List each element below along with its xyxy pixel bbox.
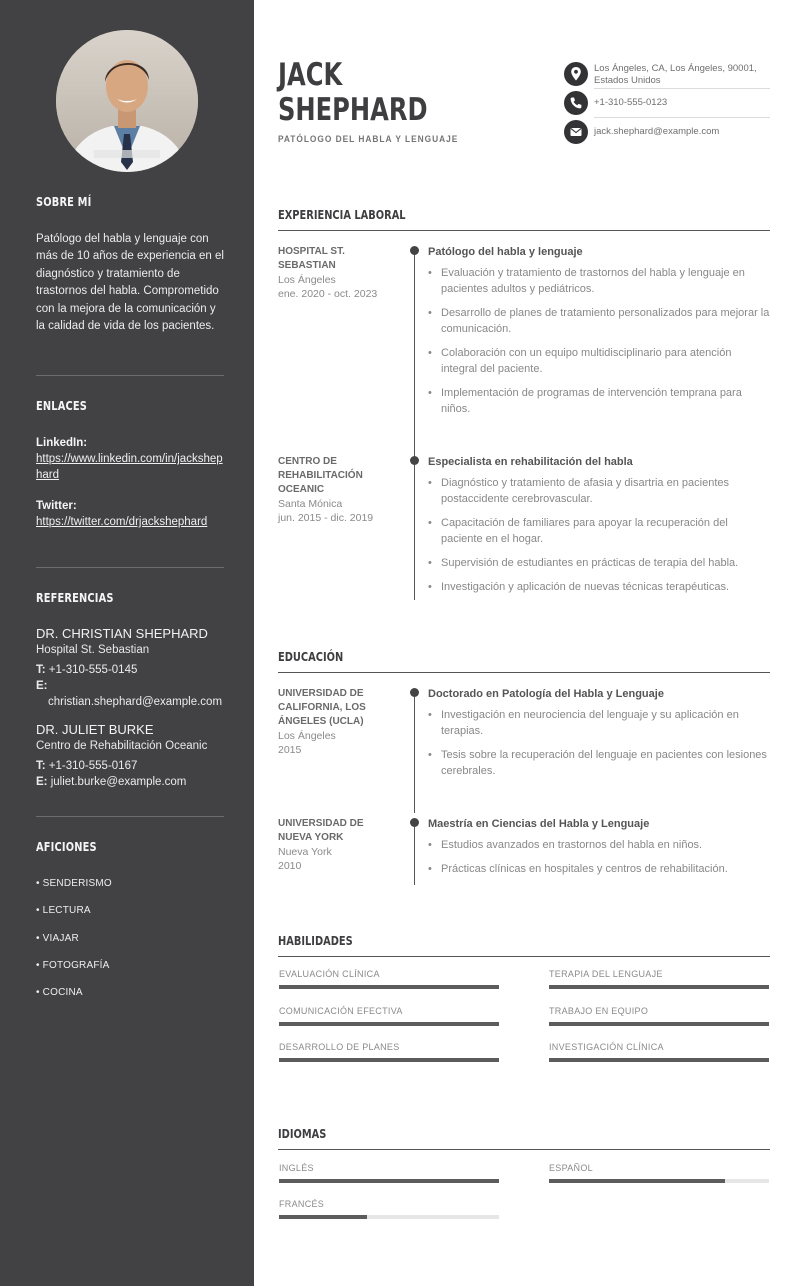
employer-location: Los Ángeles [278, 274, 336, 286]
timeline-line [414, 823, 415, 885]
skill-bar-fill [279, 1058, 499, 1062]
hobby-item: • LECTURA [36, 905, 91, 917]
reference-email: E: christian.shephard@example.com [36, 680, 223, 708]
reference-name: DR. JULIET BURKE [36, 722, 154, 737]
email-text: jack.shephard@example.com [594, 126, 720, 137]
degree-title: Doctorado en Patología del Habla y Lenguaje [428, 688, 664, 700]
list-item: • Investigación en neurociencia del lenguaje y su aplicación en terapias. [428, 707, 770, 739]
references-section [36, 591, 224, 790]
contact-email [564, 120, 770, 144]
language-bar-fill [279, 1179, 499, 1183]
language-label: ESPAÑOL [549, 1163, 593, 1173]
reference-org: Hospital St. Sebastian [36, 644, 150, 656]
skill-label: COMUNICACIÓN EFECTIVA [279, 1006, 403, 1016]
skill-item [279, 1005, 499, 1026]
language-label: FRANCÉS [279, 1199, 325, 1209]
skill-item [279, 968, 499, 989]
graduation-year: 2010 [278, 860, 302, 872]
timeline-line [414, 461, 415, 600]
language-item [279, 1198, 499, 1219]
responsibility-list [428, 265, 770, 417]
experience-entry [278, 455, 770, 605]
job-title: PATÓLOGO DEL HABLA Y LENGUAJE [278, 134, 459, 145]
link-linkedin [36, 435, 224, 483]
skill-bar [549, 985, 769, 989]
candidate-name: JACK SHEPHARD [278, 57, 428, 128]
location-pin-icon [564, 62, 588, 86]
divider [36, 567, 224, 568]
link-twitter [36, 498, 224, 530]
skill-item [549, 968, 769, 989]
responsibility-list [428, 475, 770, 595]
skill-label: INVESTIGACIÓN CLÍNICA [549, 1042, 664, 1052]
email-icon [564, 120, 588, 144]
language-bar [549, 1179, 769, 1183]
timeline-dot [410, 246, 419, 255]
skills-heading: HABILIDADES [278, 932, 770, 957]
skill-bar-fill [549, 1058, 769, 1062]
skill-bar [279, 985, 499, 989]
reference-item [36, 625, 224, 710]
school-name: UNIVERSIDAD DE NUEVA YORK [278, 818, 364, 843]
skill-bar [279, 1058, 499, 1062]
timeline-dot [410, 456, 419, 465]
skill-item [549, 1041, 769, 1062]
experience-entry [278, 245, 770, 445]
links-heading: ENLACES [36, 399, 88, 413]
phone-icon [564, 91, 588, 115]
list-item: • Colaboración con un equipo multidisciplinario para atención integral del paciente. [428, 345, 770, 377]
list-item: • Desarrollo de planes de tratamiento personalizados para mejorar la comunicación. [428, 305, 770, 337]
timeline-line [414, 693, 415, 813]
language-label: INGLÉS [279, 1163, 314, 1173]
contact-separator [594, 117, 770, 118]
experience-heading: EXPERIENCIA LABORAL [278, 206, 770, 231]
skill-bar [549, 1058, 769, 1062]
timeline-dot [410, 818, 419, 827]
language-bar [279, 1215, 499, 1219]
reference-name: DR. CHRISTIAN SHEPHARD [36, 626, 208, 641]
role-title: Especialista en rehabilitación del habla [428, 456, 633, 468]
school-name: UNIVERSIDAD DE CALIFORNIA, LOS ÁNGELES (UCLA) [278, 688, 366, 727]
hobbies-heading: AFICIONES [36, 840, 97, 854]
language-bar-fill [549, 1179, 725, 1183]
skill-bar-fill [279, 985, 499, 989]
hobby-item: • COCINA [36, 987, 83, 999]
skill-bar-fill [279, 1022, 499, 1026]
role-title: Patólogo del habla y lenguaje [428, 246, 583, 258]
list-item: • Diagnóstico y tratamiento de afasia y disartria en pacientes postaccidente cerebrovascular. [428, 475, 770, 507]
skill-bar [549, 1022, 769, 1026]
list-item: • Investigación y aplicación de nuevas técnicas terapéuticas. [428, 579, 770, 595]
reference-org: Centro de Rehabilitación Oceanic [36, 740, 208, 752]
list-item: • Implementación de programas de intervención temprana para niños. [428, 385, 770, 417]
employer-name: HOSPITAL ST. SEBASTIAN [278, 246, 345, 271]
list-item: • Capacitación de familiares para apoyar la recuperación del paciente en el hogar. [428, 515, 770, 547]
twitter-link[interactable]: https://twitter.com/drjackshephard [36, 516, 208, 528]
detail-list [428, 707, 770, 779]
hobbies-section [36, 840, 224, 1014]
education-entry [278, 687, 770, 807]
contact-phone [564, 91, 770, 115]
language-bar [279, 1179, 499, 1183]
reference-item [36, 721, 224, 790]
address-text: Los Ángeles, CA, Los Ángeles, 90001, Estados Unidos [594, 63, 757, 86]
timeline-line [414, 251, 415, 461]
language-bar-fill [279, 1215, 367, 1219]
list-item: • Prácticas clínicas en hospitales y centros de rehabilitación. [428, 861, 770, 877]
sidebar [0, 0, 254, 1286]
reference-email: E: juliet.burke@example.com [36, 776, 187, 788]
skill-bar-fill [549, 985, 769, 989]
hobby-item: • FOTOGRAFÍA [36, 959, 110, 971]
reference-phone: T: +1-310-555-0167 [36, 760, 138, 772]
linkedin-link[interactable]: https://www.linkedin.com/in/jackshephard [36, 453, 223, 481]
employment-dates: ene. 2020 - oct. 2023 [278, 288, 378, 300]
skill-label: DESARROLLO DE PLANES [279, 1042, 400, 1052]
profile-photo [56, 30, 198, 172]
list-item: • Tesis sobre la recuperación del lenguaje en pacientes con lesiones cerebrales. [428, 747, 770, 779]
language-item [549, 1162, 769, 1183]
skill-item [549, 1005, 769, 1026]
list-item: • Estudios avanzados en trastornos del habla en niños. [428, 837, 770, 853]
graduation-year: 2015 [278, 744, 302, 756]
languages-heading: IDIOMAS [278, 1125, 770, 1150]
detail-list [428, 837, 770, 877]
links-section [36, 399, 224, 530]
skill-bar [279, 1022, 499, 1026]
skill-label: EVALUACIÓN CLÍNICA [279, 969, 380, 979]
about-section [36, 195, 224, 335]
skill-bar-fill [549, 1022, 769, 1026]
link-label: LinkedIn: [36, 437, 88, 449]
timeline-dot [410, 688, 419, 697]
hobby-item: • VIAJAR [36, 932, 79, 944]
education-entry [278, 817, 770, 887]
education-heading: EDUCACIÓN [278, 648, 770, 673]
language-item [279, 1162, 499, 1183]
list-item: • Evaluación y tratamiento de trastornos del habla y lenguaje en pacientes adultos y pediátricos. [428, 265, 770, 297]
phone-text: +1-310-555-0123 [594, 97, 668, 108]
references-heading: REFERENCIAS [36, 591, 114, 605]
divider [36, 375, 224, 376]
skill-item [279, 1041, 499, 1062]
employer-name: CENTRO DE REHABILITACIÓN OCEANIC [278, 456, 363, 495]
list-item: • Supervisión de estudiantes en prácticas de terapia del habla. [428, 555, 770, 571]
employment-dates: jun. 2015 - dic. 2019 [278, 512, 374, 524]
about-text: Patólogo del habla y lenguaje con más de 10 años de experiencia en el diagnóstico y tratamiento de trastornos del habla. Comprometido con la mejora de la comunicación y la calidad de vida de los pacientes. [36, 233, 224, 333]
school-location: Los Ángeles [278, 730, 336, 742]
employer-location: Santa Mónica [278, 498, 343, 510]
reference-phone: T: +1-310-555-0145 [36, 664, 138, 676]
contact-address [564, 62, 770, 88]
about-heading: SOBRE MÍ [36, 195, 92, 209]
skill-label: TRABAJO EN EQUIPO [549, 1006, 649, 1016]
divider [36, 816, 224, 817]
school-location: Nueva York [278, 846, 332, 858]
hobbies-list [36, 878, 224, 1014]
skill-label: TERAPIA DEL LENGUAJE [549, 969, 663, 979]
hobby-item: • SENDERISMO [36, 878, 112, 889]
degree-title: Maestría en Ciencias del Habla y Lenguaje [428, 818, 650, 830]
link-label: Twitter: [36, 500, 77, 512]
contact-separator [594, 88, 770, 89]
